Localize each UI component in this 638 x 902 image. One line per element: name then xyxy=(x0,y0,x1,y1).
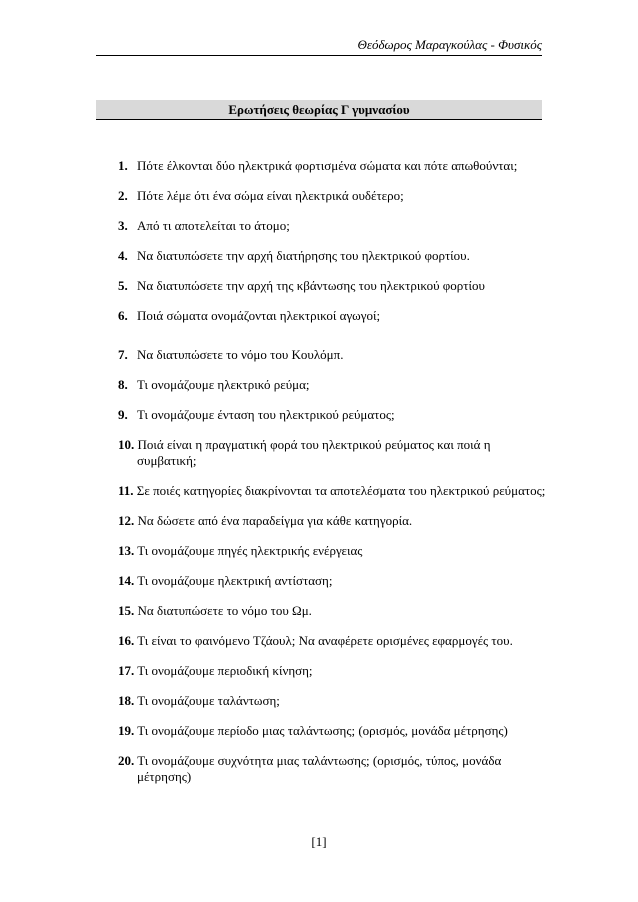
question-item xyxy=(118,543,568,559)
question-text: Ποιά σώματα ονομάζονται ηλεκτρικοί αγωγοί; xyxy=(137,308,381,323)
question-text: Τι ονομάζουμε πηγές ηλεκτρικής ενέργειας xyxy=(137,543,363,558)
page-number: [1] xyxy=(311,834,327,849)
question-number: 3. xyxy=(118,218,128,233)
question-item xyxy=(118,437,568,469)
question-number: 8. xyxy=(118,377,128,392)
question-item xyxy=(118,347,568,363)
question-number: 12. xyxy=(118,513,135,528)
question-text: Τι ονομάζουμε περίοδο μιας ταλάντωσης; (ορισμός, μονάδα μέτρησης) xyxy=(137,723,508,738)
question-number: 14. xyxy=(118,573,135,588)
question-number: 13. xyxy=(118,543,135,558)
question-number: 5. xyxy=(118,278,128,293)
question-item xyxy=(118,663,568,679)
question-text: Πότε λέμε ότι ένα σώμα είναι ηλεκτρικά ουδέτερο; xyxy=(137,188,404,203)
question-text: Να διατυπώσετε το νόμο του Ωμ. xyxy=(137,603,312,618)
question-text: Τι ονομάζουμε ένταση του ηλεκτρικού ρεύματος; xyxy=(137,407,395,422)
question-item xyxy=(118,158,568,174)
question-item xyxy=(118,693,568,709)
question-text: Να διατυπώσετε την αρχή της κβάντωσης του ηλεκτρικού φορτίου xyxy=(137,278,485,293)
question-number: 6. xyxy=(118,308,128,323)
question-number: 7. xyxy=(118,347,128,362)
question-text: Τι ονομάζουμε ταλάντωση; xyxy=(137,693,280,708)
question-text: Τι ονομάζουμε περιοδική κίνηση; xyxy=(137,663,313,678)
document-title: Ερωτήσεις θεωρίας Γ γυμνασίου xyxy=(228,102,410,117)
page-header xyxy=(96,37,542,56)
question-item xyxy=(118,218,568,234)
question-text-continuation: μέτρησης) xyxy=(137,769,192,784)
question-number: 2. xyxy=(118,188,128,203)
question-item xyxy=(118,377,568,393)
question-text: Να διατυπώσετε το νόμο του Κουλόμπ. xyxy=(137,347,344,362)
question-number: 18. xyxy=(118,693,135,708)
question-text: Τι ονομάζουμε ηλεκτρική αντίσταση; xyxy=(137,573,333,588)
question-text: Να δώσετε από ένα παραδείγμα για κάθε κατηγορία. xyxy=(137,513,413,528)
question-number: 10. xyxy=(118,437,135,452)
question-number: 16. xyxy=(118,633,135,648)
question-text-continuation: συμβατική; xyxy=(137,453,197,468)
question-item xyxy=(118,483,568,499)
question-number: 1. xyxy=(118,158,128,173)
question-item xyxy=(118,633,568,649)
question-number: 17. xyxy=(118,663,135,678)
question-item xyxy=(118,308,568,324)
question-item xyxy=(118,248,568,264)
question-item xyxy=(118,513,568,529)
question-text: Τι είναι το φαινόμενο Τζάουλ; Να αναφέρετε ορισμένες εφαρμογές του. xyxy=(137,633,513,648)
question-item xyxy=(118,723,568,739)
question-list xyxy=(118,158,568,799)
question-item xyxy=(118,573,568,589)
question-number: 15. xyxy=(118,603,135,618)
question-text: Τι ονομάζουμε ηλεκτρικό ρεύμα; xyxy=(137,377,310,392)
question-text: Να διατυπώσετε την αρχή διατήρησης του ηλεκτρικού φορτίου. xyxy=(137,248,470,263)
question-item xyxy=(118,753,568,785)
page-footer xyxy=(0,834,638,850)
question-text: Τι ονομάζουμε συχνότητα μιας ταλάντωσης; (ορισμός, τύπος, μονάδα xyxy=(137,753,502,768)
header-author: Θεόδωρος Μαραγκούλας - Φυσικός xyxy=(357,37,542,52)
question-item xyxy=(118,278,568,294)
question-number: 9. xyxy=(118,407,128,422)
question-item xyxy=(118,407,568,423)
question-number: 19. xyxy=(118,723,135,738)
question-number: 4. xyxy=(118,248,128,263)
question-item xyxy=(118,603,568,619)
question-item xyxy=(118,188,568,204)
question-text: Ποιά είναι η πραγματική φορά του ηλεκτρικού ρεύματος και ποιά η xyxy=(137,437,491,452)
question-text: Σε ποιές κατηγορίες διακρίνονται τα αποτελέσματα του ηλεκτρικού ρεύματος; xyxy=(136,483,546,498)
question-text: Πότε έλκονται δύο ηλεκτρικά φορτισμένα σώματα και πότε απωθούνται; xyxy=(137,158,518,173)
question-text: Από τι αποτελείται το άτομο; xyxy=(137,218,290,233)
question-number: 20. xyxy=(118,753,135,768)
question-number: 11. xyxy=(118,483,134,498)
document-title-bar xyxy=(96,100,542,120)
